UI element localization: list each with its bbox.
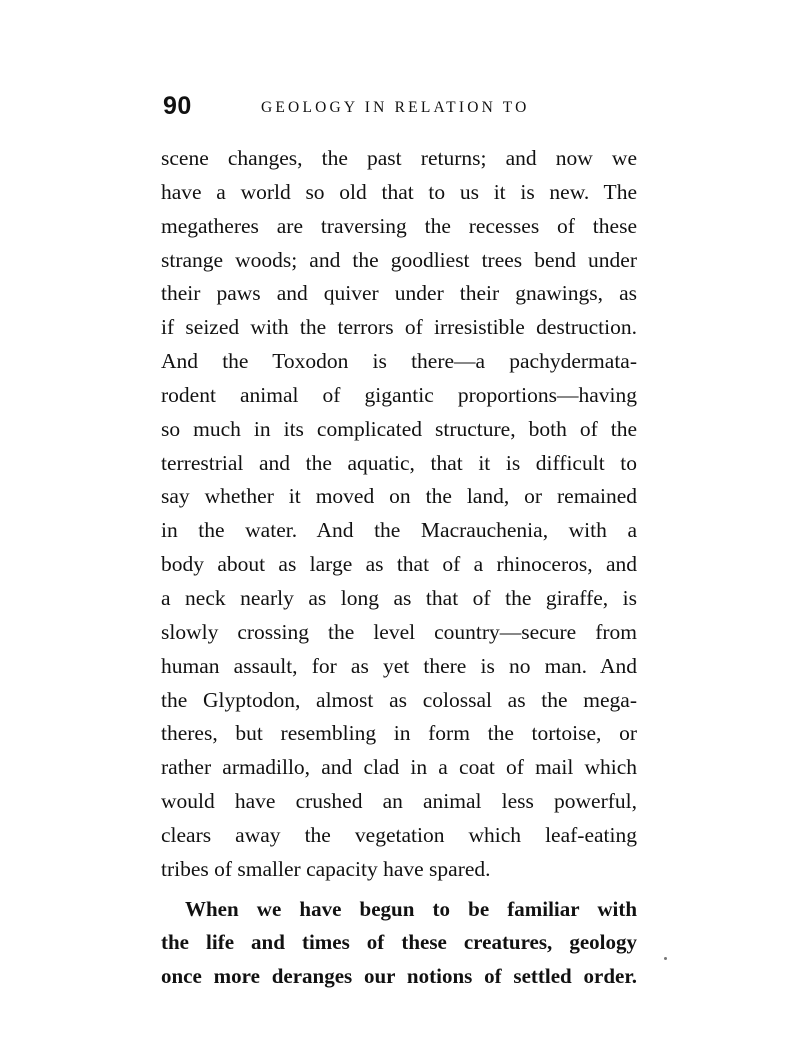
text-line: megatheres are traversing the recesses of these xyxy=(161,213,637,238)
text-line: if seized with the terrors of irresistible destruction. xyxy=(161,315,637,340)
paragraph-1 xyxy=(161,142,637,887)
text-line: tribes of smaller capacity have spared. xyxy=(161,856,491,881)
text-line: human assault, for as yet there is no man. And xyxy=(161,653,637,678)
text-line: have a world so old that to us it is new. The xyxy=(161,179,637,204)
text-line: in the water. And the Macrauchenia, with a xyxy=(161,518,637,543)
text-line: the life and times of these creatures, geology xyxy=(161,930,637,955)
text-line: the Glyptodon, almost as colossal as the mega- xyxy=(161,687,637,712)
text-line: say whether it moved on the land, or remained xyxy=(161,484,637,509)
text-line: When we have begun to be familiar with xyxy=(185,896,637,921)
text-line: body about as large as that of a rhinoceros, and xyxy=(161,552,637,577)
text-line: clears away the vegetation which leaf-eating xyxy=(161,822,637,847)
text-line: terrestrial and the aquatic, that it is difficult to xyxy=(161,450,637,475)
text-line: slowly crossing the level country—secure from xyxy=(161,619,637,644)
text-line: their paws and quiver under their gnawings, as xyxy=(161,281,637,306)
text-line: so much in its complicated structure, both of the xyxy=(161,416,637,441)
body-text xyxy=(161,142,637,994)
text-line: And the Toxodon is there—a pachydermata- xyxy=(161,349,637,374)
text-line: a neck nearly as long as that of the giraffe, is xyxy=(161,585,637,610)
running-head-title: GEOLOGY IN RELATION TO xyxy=(261,99,530,116)
running-head xyxy=(163,92,643,126)
text-line: once more deranges our notions of settled order. xyxy=(161,964,637,989)
text-line: theres, but resembling in form the tortoise, or xyxy=(161,721,637,746)
page-number: 90 xyxy=(163,92,192,120)
text-line: rather armadillo, and clad in a coat of mail which xyxy=(161,755,637,780)
text-line: would have crushed an animal less powerful, xyxy=(161,789,637,814)
paragraph-2 xyxy=(161,893,637,995)
text-line: rodent animal of gigantic proportions—having xyxy=(161,382,637,407)
text-line: strange woods; and the goodliest trees bend under xyxy=(161,247,637,272)
text-line: scene changes, the past returns; and now we xyxy=(161,146,637,170)
ink-speck xyxy=(664,957,667,960)
